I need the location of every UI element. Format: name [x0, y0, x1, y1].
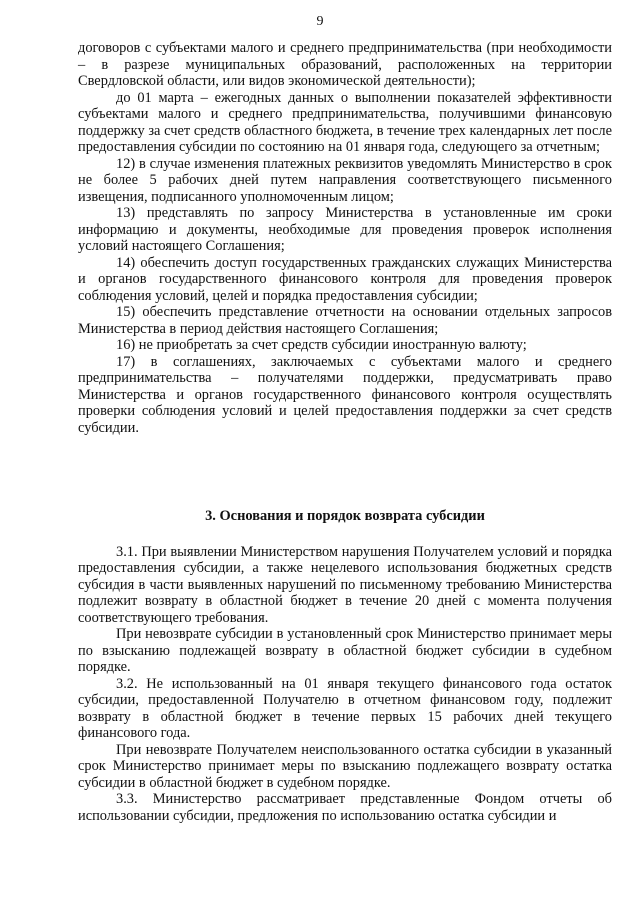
list-item-16: 16) не приобретать за счет средств субсидии иностранную валюту;: [116, 337, 527, 353]
section-3-heading: 3. Основания и порядок возврата субсидии: [205, 508, 485, 524]
clause-3-1: 3.1. При выявлении Министерством нарушения Получателем условий и порядка предоставления субсидии, а также нецелевого использования бюджетных средств субсидия в части выявленных нарушений по письменному требованию Министерства подлежит возврату в областной бюджет в течение 20 дней с момента получения соответствующего требования.: [78, 543, 612, 626]
list-item-17: 17) в соглашениях, заключаемых с субъектами малого и среднего предпринимательства – получателями поддержки, предусматривать право Министерства и органов государственного финансового контроля осуществлять проверки соблюдения условий и целей предоставления поддержки за счет средств субсидии.: [78, 353, 612, 436]
clause-3-1-enforcement: При невозврате субсидии в установленный срок Министерство принимает меры по взысканию подлежащей возврату в областной бюджет субсидии в судебном порядке.: [78, 626, 612, 675]
clause-3-2-enforcement: При невозврате Получателем неиспользованного остатка субсидии в указанный срок Министерство принимает меры по взысканию подлежащего возврату остатка субсидии в областной бюджет в судебном порядке.: [78, 741, 612, 791]
paragraph-march-data: до 01 марта – ежегодных данных о выполнении показателей эффективности субъектами малого и среднего предпринимательства, получившими финансовую поддержку за счет средств областного бюджета, в течение трех календарных лет после предоставления субсидии по состоянию на 01 января года, следующего за отчетным;: [78, 89, 612, 155]
list-item-13: 13) представлять по запросу Министерства в установленные им сроки информацию и документы, необходимые для проведения проверок исполнения условий настоящего Соглашения;: [78, 205, 612, 254]
page-number: 9: [316, 14, 324, 29]
clause-3-3: 3.3. Министерство рассматривает представленные Фондом отчеты об использовании субсидии, предложения по использованию остатка субсидии и: [78, 791, 612, 824]
obligations-list: [78, 40, 612, 436]
clause-3-2: 3.2. Не использованный на 01 января текущего финансового года остаток субсидии, предоставленной Получателю в отчетном финансовом году, подлежит возврату в областной бюджет в течение первых 15 рабочих дней текущего финансового года.: [78, 675, 612, 741]
section-3: [78, 508, 612, 824]
list-item-15: 15) обеспечить представление отчетности на основании отдельных запросов Министерства в период действия настоящего Соглашения;: [78, 304, 612, 337]
list-item-14: 14) обеспечить доступ государственных гражданских служащих Министерства и органов государственного финансового контроля для проведения проверок соблюдения условий, целей и порядка предоставления субсидии;: [78, 254, 612, 304]
list-item-12: 12) в случае изменения платежных реквизитов уведомлять Министерство в срок не более 5 рабочих дней путем направления соответствующего письменного извещения, подписанного уполномоченным лицом;: [78, 155, 612, 205]
paragraph-continuation: договоров с субъектами малого и среднего предпринимательства (при необходимости – в разрезе муниципальных образований, расположенных на территории Свердловской области, или видов экономической деятельности);: [78, 40, 612, 89]
